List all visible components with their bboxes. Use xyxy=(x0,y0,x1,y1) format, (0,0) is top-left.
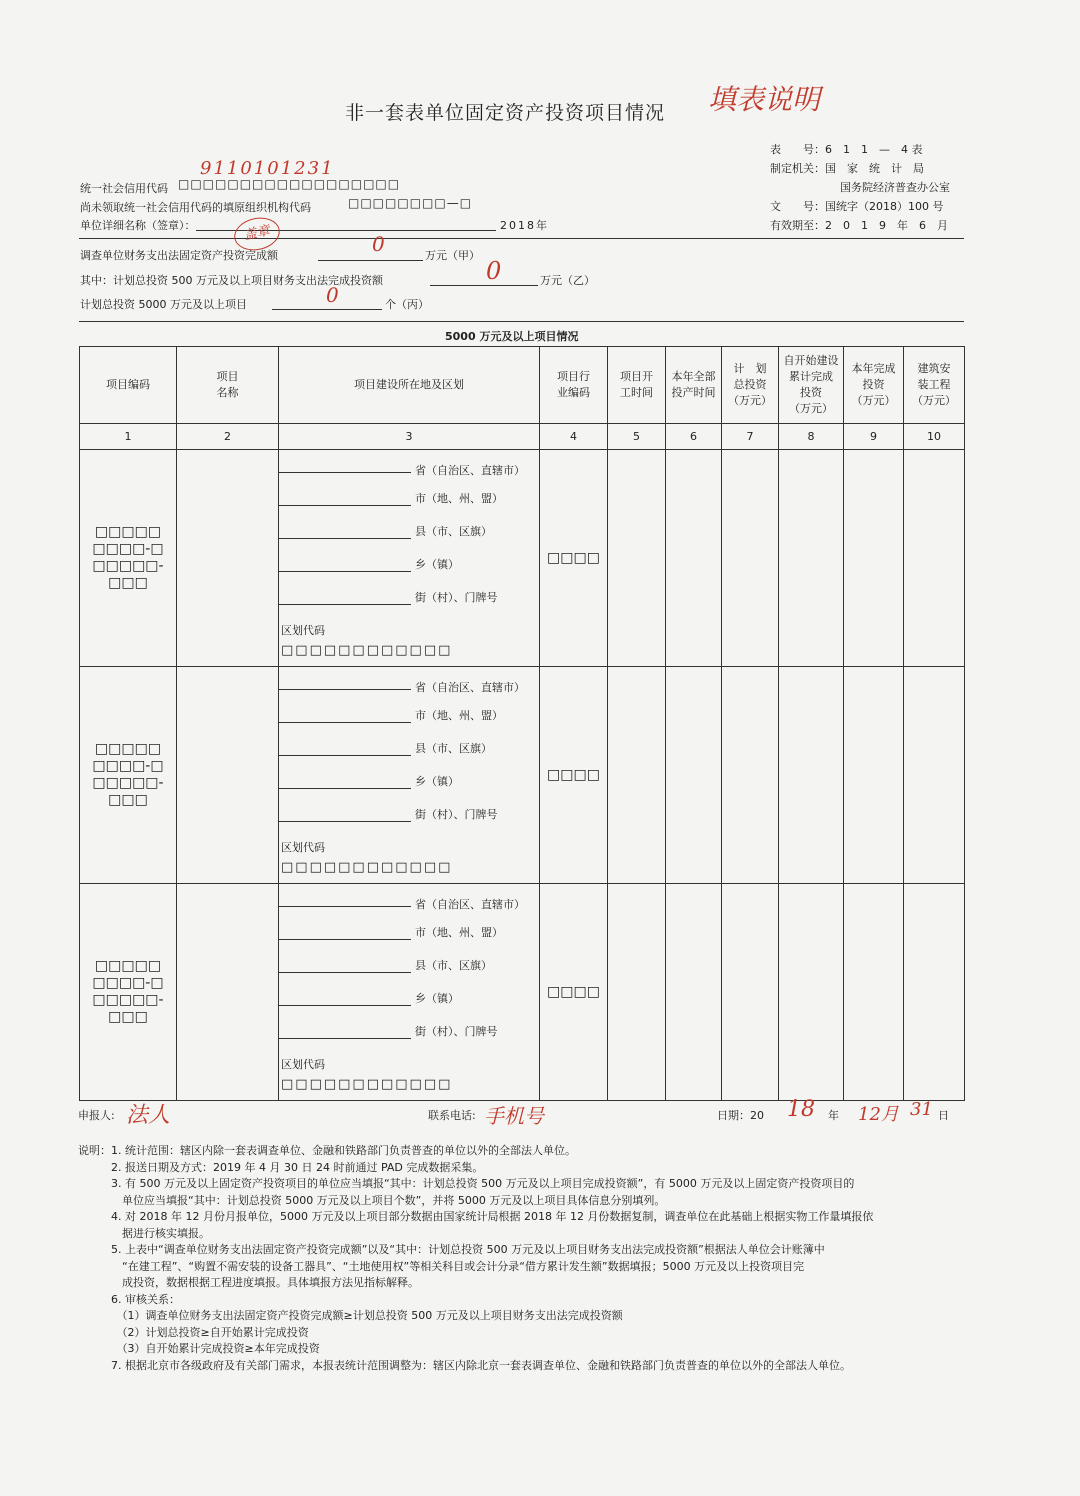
column-number: 3 xyxy=(279,424,540,450)
instruction-line: 说明：1. 统计范围：辖区内除一套表调查单位、金融和铁路部门负责普查的单位以外的全部法人单位。 xyxy=(78,1144,576,1157)
divider xyxy=(79,238,964,239)
construction-cell[interactable] xyxy=(904,667,965,884)
township-line[interactable] xyxy=(279,1005,411,1006)
project-code-cell[interactable] xyxy=(80,450,177,667)
instruction-line: 单位应当填报“其中：计划总投资 5000 万元及以上项目个数”，并将 5000 万元及以上项目具体信息分别填列。 xyxy=(78,1193,666,1207)
cumulative-investment-cell[interactable] xyxy=(779,884,844,1101)
handwritten-note: 填表说明 xyxy=(708,83,821,116)
operation-time-cell[interactable] xyxy=(666,884,722,1101)
page-title: 非一套表单位固定资产投资项目情况 xyxy=(345,102,666,124)
issuer: 制定机关：国 家 统 计 局 xyxy=(770,162,924,175)
total-a-label: 调查单位财务支出法固定资产投资完成额 xyxy=(80,249,278,262)
total-b-label: 其中：计划总投资 500 万元及以上项目财务支出法完成投资额 xyxy=(80,274,383,287)
project-code-cell[interactable] xyxy=(80,667,177,884)
instruction-line: （2）计划总投资≥自开始累计完成投资 xyxy=(78,1325,309,1339)
column-number-row xyxy=(80,424,965,450)
street-label: 街（村）、门牌号 xyxy=(415,1025,498,1038)
date-year-char: 年 xyxy=(828,1109,839,1122)
header-cell: 本年完成 投资 （万元） xyxy=(844,347,904,424)
instructions xyxy=(78,1143,968,1374)
instruction-line: 6. 审核关系： xyxy=(78,1292,180,1306)
instruction-line: 据进行核实填报。 xyxy=(78,1226,210,1240)
instruction-line: 2. 报送日期及方式：2019 年 4 月 30 日 24 时前通过 PAD 完成数据采集。 xyxy=(78,1160,484,1174)
township-label: 乡（镇） xyxy=(415,775,459,788)
date-month-value[interactable]: 12月 xyxy=(858,1104,899,1125)
planned-investment-cell[interactable] xyxy=(722,884,779,1101)
start-time-cell[interactable] xyxy=(608,884,666,1101)
instruction-line: （1）调查单位财务支出法固定资产投资完成额≥计划总投资 500 万元及以上项目财务支出法完成投资额 xyxy=(78,1309,623,1322)
province-label: 省（自治区、直辖市） xyxy=(415,898,525,911)
project-name-cell[interactable] xyxy=(177,667,279,884)
total-a-unit: 万元（甲） xyxy=(425,249,480,262)
total-c-value: 0 xyxy=(326,283,339,307)
credit-code-boxes[interactable]: □□□□□□□□□□□□□□□□□□ xyxy=(178,177,401,191)
instruction-line: “在建工程”、“购置不需安装的设备工器具”、“土地使用权”等相关科目或会计分录“借方累计发生额”数据填报；5000 万元及以上投资项目完 xyxy=(78,1259,805,1273)
county-line[interactable] xyxy=(279,538,411,539)
project-code-boxes[interactable]: □□□□□ □□□□-□ □□□□□- □□□ xyxy=(92,958,164,1025)
county-line[interactable] xyxy=(279,755,411,756)
province-line[interactable] xyxy=(279,472,411,473)
column-number: 1 xyxy=(80,424,177,450)
city-line[interactable] xyxy=(279,505,411,506)
date-year-value[interactable]: 18 xyxy=(787,1097,815,1122)
report-year: 2018年 xyxy=(500,219,549,232)
cumulative-investment-cell[interactable] xyxy=(779,667,844,884)
column-number: 4 xyxy=(540,424,608,450)
city-label: 市（地、州、盟） xyxy=(415,492,503,505)
column-number: 2 xyxy=(177,424,279,450)
reporter-label: 申报人: xyxy=(78,1109,115,1122)
unit-name-label: 单位详细名称（签章）： xyxy=(80,219,196,232)
area-code-boxes[interactable]: □□□□□□□□□□□□ xyxy=(281,860,453,875)
header-cell: 建筑安 装工程 （万元） xyxy=(904,347,965,424)
industry-code-boxes[interactable]: □□□□ xyxy=(547,983,600,1000)
credit-code-label: 统一社会信用代码 xyxy=(80,182,168,195)
street-label: 街（村）、门牌号 xyxy=(415,591,498,604)
operation-time-cell[interactable] xyxy=(666,667,722,884)
city-line[interactable] xyxy=(279,722,411,723)
operation-time-cell[interactable] xyxy=(666,450,722,667)
location-cell[interactable] xyxy=(279,450,540,667)
project-row xyxy=(80,450,965,667)
cumulative-investment-cell[interactable] xyxy=(779,450,844,667)
industry-code-boxes[interactable]: □□□□ xyxy=(547,766,600,783)
column-number: 8 xyxy=(779,424,844,450)
instruction-line: 成投资，数据根据工程进度填报。具体填报方法见指标解释。 xyxy=(78,1276,419,1289)
projects-table xyxy=(79,346,965,1101)
date-day-char: 日 xyxy=(938,1109,949,1122)
header-cell: 项目建设所在地及区划 xyxy=(279,347,540,424)
industry-code-cell[interactable] xyxy=(540,450,608,667)
table-caption: 5000 万元及以上项目情况 xyxy=(445,330,579,343)
project-name-cell[interactable] xyxy=(177,450,279,667)
province-line[interactable] xyxy=(279,906,411,907)
planned-investment-cell[interactable] xyxy=(722,667,779,884)
date-label: 日期：20 xyxy=(717,1109,764,1122)
industry-code-cell[interactable] xyxy=(540,884,608,1101)
header-cell: 自开始建设 累计完成 投资 （万元） xyxy=(779,347,844,424)
document-number: 文 号：国统字（2018）100 号 xyxy=(770,200,944,213)
total-a-value: 0 xyxy=(372,232,385,256)
org-code-label: 尚未领取统一社会信用代码的填原组织机构代码 xyxy=(80,201,311,214)
city-line[interactable] xyxy=(279,939,411,940)
location-cell[interactable] xyxy=(279,884,540,1101)
area-code-label: 区划代码 xyxy=(281,841,325,854)
annual-investment-cell[interactable] xyxy=(844,884,904,1101)
instruction-line: 7. 根据北京市各级政府及有关部门需求，本报表统计范围调整为：辖区内除北京一套表调查单位、金融和铁路部门负责普查的单位以外的全部法人单位。 xyxy=(78,1358,851,1372)
city-label: 市（地、州、盟） xyxy=(415,926,503,939)
street-line[interactable] xyxy=(279,1038,411,1039)
column-number: 7 xyxy=(722,424,779,450)
header-cell: 项目开 工时间 xyxy=(608,347,666,424)
column-number: 5 xyxy=(608,424,666,450)
divider xyxy=(79,321,964,322)
county-line[interactable] xyxy=(279,972,411,973)
county-label: 县（市、区旗） xyxy=(415,742,492,755)
valid-until: 有效期至：2 0 1 9 年 6 月 xyxy=(770,219,948,232)
province-label: 省（自治区、直辖市） xyxy=(415,681,525,694)
township-line[interactable] xyxy=(279,788,411,789)
project-code-boxes[interactable]: □□□□□ □□□□-□ □□□□□- □□□ xyxy=(92,524,164,591)
area-code-boxes[interactable]: □□□□□□□□□□□□ xyxy=(281,643,453,658)
total-b-unit: 万元（乙） xyxy=(540,274,595,287)
total-a-line[interactable] xyxy=(318,260,423,261)
area-code-label: 区划代码 xyxy=(281,624,325,637)
construction-cell[interactable] xyxy=(904,450,965,667)
header-cell: 项目 名称 xyxy=(177,347,279,424)
project-name-cell[interactable] xyxy=(177,884,279,1101)
total-c-line[interactable] xyxy=(272,309,382,310)
start-time-cell[interactable] xyxy=(608,450,666,667)
area-code-label: 区划代码 xyxy=(281,1058,325,1071)
project-row xyxy=(80,884,965,1101)
industry-code-boxes[interactable]: □□□□ xyxy=(547,549,600,566)
phone-value[interactable]: 手机号 xyxy=(484,1104,544,1128)
reporter-value[interactable]: 法人 xyxy=(126,1103,171,1128)
column-number: 9 xyxy=(844,424,904,450)
org-code-boxes[interactable]: □□□□□□□□—□ xyxy=(348,196,473,210)
header-cell: 项目行 业编码 xyxy=(540,347,608,424)
annual-investment-cell[interactable] xyxy=(844,450,904,667)
instruction-line: （3）自开始累计完成投资≥本年完成投资 xyxy=(78,1342,320,1355)
office: 国务院经济普查办公室 xyxy=(840,181,950,194)
township-label: 乡（镇） xyxy=(415,558,459,571)
township-label: 乡（镇） xyxy=(415,992,459,1005)
total-c-label: 计划总投资 5000 万元及以上项目 xyxy=(80,298,247,311)
annual-investment-cell[interactable] xyxy=(844,667,904,884)
province-line[interactable] xyxy=(279,689,411,690)
county-label: 县（市、区旗） xyxy=(415,959,492,972)
area-code-boxes[interactable]: □□□□□□□□□□□□ xyxy=(281,1077,453,1092)
header-cell: 项目编码 xyxy=(80,347,177,424)
date-day-value[interactable]: 31 xyxy=(910,1099,933,1120)
column-number: 6 xyxy=(666,424,722,450)
header-cell: 计 划 总投资 （万元） xyxy=(722,347,779,424)
planned-investment-cell[interactable] xyxy=(722,450,779,667)
header-row xyxy=(80,347,965,424)
street-line[interactable] xyxy=(279,821,411,822)
total-c-unit: 个（丙） xyxy=(385,298,429,311)
start-time-cell[interactable] xyxy=(608,667,666,884)
construction-cell[interactable] xyxy=(904,884,965,1101)
instruction-line: 3. 有 500 万元及以上固定资产投资项目的单位应当填报“其中：计划总投资 500 万元及以上项目完成投资额”，有 5000 万元及以上固定资产投资项目的 xyxy=(78,1177,855,1190)
unit-stamp: 盖章 xyxy=(231,214,283,255)
instruction-line: 5. 上表中“调查单位财务支出法固定资产投资完成额”以及“其中：计划总投资 500 万元及以上项目财务支出法完成投资额”根据法人单位会计账簿中 xyxy=(78,1243,825,1256)
instruction-line: 4. 对 2018 年 12 月份月报单位，5000 万元及以上项目部分数据由国家统计局根据 2018 年 12 月份数据复制，调查单位在此基础上根据实物工作量填报依 xyxy=(78,1210,874,1223)
column-number: 10 xyxy=(904,424,965,450)
city-label: 市（地、州、盟） xyxy=(415,709,503,722)
phone-label: 联系电话: xyxy=(428,1109,476,1122)
form-number: 表 号：6 1 1 — 4 表 xyxy=(770,143,923,156)
total-b-line[interactable] xyxy=(430,285,538,286)
credit-code-handwritten: 9110101231 xyxy=(200,158,335,179)
project-row xyxy=(80,667,965,884)
total-b-value: 0 xyxy=(486,257,502,285)
project-code-boxes[interactable]: □□□□□ □□□□-□ □□□□□- □□□ xyxy=(92,741,164,808)
street-label: 街（村）、门牌号 xyxy=(415,808,498,821)
county-label: 县（市、区旗） xyxy=(415,525,492,538)
industry-code-cell[interactable] xyxy=(540,667,608,884)
location-cell[interactable] xyxy=(279,667,540,884)
province-label: 省（自治区、直辖市） xyxy=(415,464,525,477)
header-cell: 本年全部 投产时间 xyxy=(666,347,722,424)
township-line[interactable] xyxy=(279,571,411,572)
project-code-cell[interactable] xyxy=(80,884,177,1101)
street-line[interactable] xyxy=(279,604,411,605)
